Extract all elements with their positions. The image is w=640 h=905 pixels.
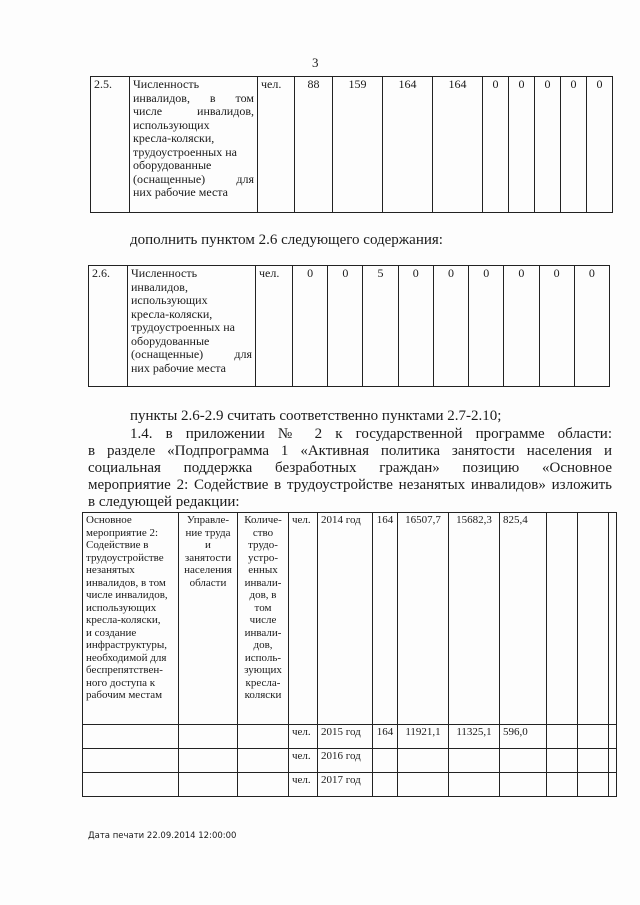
value-cell: 164	[373, 513, 398, 725]
print-date-footer: Дата печати 22.09.2014 12:00:00	[88, 831, 237, 841]
year-cell: 2017 год	[318, 773, 373, 797]
value-cell: 0	[561, 77, 587, 213]
empty-cell	[547, 725, 578, 749]
year-cell: 2014 год	[318, 513, 373, 725]
value-cell: 0	[535, 77, 561, 213]
program-activity-table	[82, 512, 617, 797]
unit-cell: чел.	[289, 749, 318, 773]
empty-cell	[179, 773, 238, 797]
unit-cell: чел.	[289, 725, 318, 749]
empty-cell	[609, 725, 617, 749]
empty-cell	[238, 725, 289, 749]
value-cell: 11921,1	[398, 725, 449, 749]
unit-cell: чел.	[258, 77, 295, 213]
amendment-text-2: пункты 2.6-2.9 считать соответственно пунктами 2.7-2.10;	[130, 408, 502, 424]
indicator-table-2-5	[90, 76, 613, 213]
value-cell: 0	[483, 77, 509, 213]
value-cell	[373, 773, 398, 797]
value-cell	[500, 749, 547, 773]
value-cell: 5	[363, 266, 398, 387]
empty-cell	[578, 513, 609, 725]
value-cell	[449, 773, 500, 797]
page-number: 3	[312, 55, 319, 70]
year-cell: 2016 год	[318, 749, 373, 773]
amendment-text-1: дополнить пунктом 2.6 следующего содержания:	[130, 232, 443, 248]
value-cell: 11325,1	[449, 725, 500, 749]
value-cell	[398, 773, 449, 797]
empty-cell	[179, 749, 238, 773]
value-cell: 88	[295, 77, 333, 213]
indicator-name: Численность инвалидов, использующих кресла-коляски, трудоустроенных на оборудованные (оснащенные) для них рабочие места	[128, 266, 256, 387]
value-cell: 16507,7	[398, 513, 449, 725]
value-cell: 0	[509, 77, 535, 213]
empty-cell	[83, 773, 179, 797]
unit-cell: чел.	[256, 266, 293, 387]
value-cell: 164	[433, 77, 483, 213]
value-cell: 825,4	[500, 513, 547, 725]
empty-cell	[83, 725, 179, 749]
empty-cell	[578, 725, 609, 749]
value-cell	[398, 749, 449, 773]
empty-cell	[609, 773, 617, 797]
value-cell	[500, 773, 547, 797]
value-cell: 0	[539, 266, 574, 387]
value-cell: 0	[469, 266, 504, 387]
row-number: 2.5.	[91, 77, 130, 213]
empty-cell	[578, 773, 609, 797]
indicator-table-2-6	[88, 265, 610, 387]
amendment-paragraph: 1.4. в приложении № 2 к государственной программе области: в разделе «Подпрограмма 1 «Активная политика занятости населения и социальная поддержка безработных граждан» позицию «Основное мероприятие 2: Содействие в трудоустройстве незанятых инвалидов» изложить в следующей редакции:	[88, 426, 612, 510]
value-cell: 0	[398, 266, 433, 387]
value-cell	[373, 749, 398, 773]
value-cell: 159	[333, 77, 383, 213]
empty-cell	[547, 749, 578, 773]
empty-cell	[238, 749, 289, 773]
empty-cell	[609, 513, 617, 725]
value-cell: 596,0	[500, 725, 547, 749]
value-cell: 164	[373, 725, 398, 749]
year-cell: 2015 год	[318, 725, 373, 749]
value-cell: 0	[587, 77, 613, 213]
empty-cell	[578, 749, 609, 773]
indicator-name: Численность инвалидов, в том числе инвалидов, использующих кресла-коляски, трудоустроенных на оборудованные (оснащенные) для них рабочие места	[130, 77, 258, 213]
unit-cell: чел.	[289, 773, 318, 797]
value-cell: 0	[433, 266, 468, 387]
activity-name: Основное мероприятие 2: Содействие в трудоустройстве незанятых инвалидов, в том числе инвалидов, использующих кресла-коляски, и создание инфраструктуры, необходимой для беспрепятствен- ного доступа к рабочим местам	[83, 513, 179, 725]
unit-cell: чел.	[289, 513, 318, 725]
empty-cell	[179, 725, 238, 749]
value-cell: 0	[328, 266, 363, 387]
empty-cell	[238, 773, 289, 797]
indicator-name: Количе- ство трудо- устро- енных инвали- дов, в том числе инвали- дов, исполь- зующих кресла- коляски	[238, 513, 289, 725]
value-cell: 15682,3	[449, 513, 500, 725]
empty-cell	[83, 749, 179, 773]
row-number: 2.6.	[89, 266, 128, 387]
value-cell: 0	[574, 266, 609, 387]
value-cell: 0	[504, 266, 539, 387]
responsible-executor: Управле- ние труда и занятости населения области	[179, 513, 238, 725]
empty-cell	[547, 513, 578, 725]
empty-cell	[547, 773, 578, 797]
value-cell: 0	[293, 266, 328, 387]
value-cell	[449, 749, 500, 773]
value-cell: 164	[383, 77, 433, 213]
empty-cell	[609, 749, 617, 773]
